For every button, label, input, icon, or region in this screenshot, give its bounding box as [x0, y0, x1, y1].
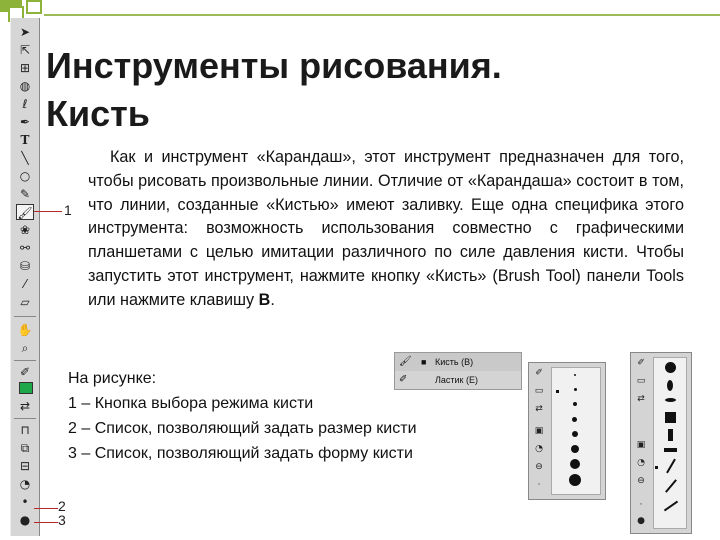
pressure-icon[interactable]: ◔ [535, 444, 543, 454]
square-brush-option[interactable] [665, 412, 676, 423]
oval-tool-icon[interactable]: ○ [19, 169, 31, 183]
selected-marker [655, 466, 658, 469]
page-title [46, 42, 646, 138]
body-text: Как и инструмент «Карандаш», этот инструмент предназначен для того, чтобы рисовать произвольные линии. Отличие от «Карандаша» состоит в том, что линии, созданные «Кистью» имеют заливку. Еще одна специфика этого инструмента: возможность использования совместно с графическими планшетами с целью имитации различного по силе давления кисти. Чтобы запустить этот инструмент, нажмите кнопку «Кисть» (Brush Tool) панели Tools или нажмите клавишу [88, 148, 684, 309]
brush-size-icon[interactable]: ⋅ [639, 500, 643, 510]
stroke-box-icon[interactable]: ▭ [534, 386, 544, 396]
line-tool-icon[interactable]: ╲ [21, 151, 29, 165]
hotkey-text: B [258, 290, 271, 309]
snap-icon[interactable]: ⊓ [20, 423, 30, 437]
hand-tool-icon[interactable]: ✋ [17, 323, 33, 337]
marker-number-2: 2 [58, 498, 66, 514]
snap-icon[interactable]: ▣ [636, 440, 646, 450]
smooth-icon[interactable]: ⧉ [20, 441, 30, 455]
brush-size-panel [528, 362, 606, 500]
brush-size-icon[interactable]: ⋅ [537, 480, 541, 490]
header-rule [44, 14, 720, 16]
brush-mode-icon[interactable]: ✐ [637, 358, 645, 368]
brush-size-option[interactable] [573, 402, 577, 406]
swap-icon[interactable]: ⇄ [535, 404, 543, 414]
eyedropper-tool-icon[interactable]: ⁄ [23, 277, 26, 291]
title-line-1: Инструменты рисования. [46, 45, 502, 86]
marker-line-3 [34, 522, 58, 523]
brush-size-icon[interactable]: • [21, 495, 29, 509]
brush-shape-icon[interactable]: ● [637, 516, 645, 526]
tools-separator [14, 418, 36, 419]
brush-size-option[interactable] [574, 388, 577, 391]
mode-popup-label: Ластик (E) [435, 375, 478, 385]
tilt-icon[interactable]: ⊖ [535, 462, 543, 472]
marker-line-1 [34, 211, 62, 212]
marker-line-2 [34, 508, 58, 509]
brush-size-option[interactable] [574, 374, 576, 376]
caption-item-1: 1 – Кнопка выбора режима кисти [68, 395, 314, 412]
snap-icon[interactable]: ▣ [534, 426, 544, 436]
eraser-tool-icon[interactable]: ▱ [20, 295, 30, 309]
brush-shape-list[interactable] [653, 357, 687, 529]
eraser-icon: ✐ [399, 374, 408, 385]
marker-number-3: 3 [58, 512, 66, 528]
brush-size-option[interactable] [572, 417, 577, 422]
caption-heading: На рисунке: [68, 370, 157, 387]
stroke-box-icon[interactable]: ▭ [636, 376, 646, 386]
text-tool-icon[interactable]: T [20, 133, 30, 147]
subselect-tool-icon[interactable]: ⇱ [19, 43, 31, 57]
pressure-icon[interactable]: ◔ [637, 458, 645, 468]
corner-square-outline-small [26, 0, 42, 14]
tools-separator [14, 316, 36, 317]
paint-bucket-tool-icon[interactable]: ⛁ [19, 259, 31, 273]
selected-marker [556, 390, 559, 393]
lasso-tool-icon[interactable]: ℓ [22, 97, 28, 111]
diagonal-brush-option[interactable] [664, 501, 678, 512]
brush-tool-icon[interactable]: 🖌 [17, 206, 33, 220]
caption-item-2: 2 – Список, позволяющий задать размер кисти [68, 420, 417, 437]
brush-shape-panel [630, 352, 692, 534]
fill-color-swatch[interactable] [19, 382, 33, 394]
bone-tool-icon[interactable]: ⚯ [19, 241, 31, 255]
diagonal-brush-option[interactable] [666, 459, 676, 474]
brush-shape-icon[interactable]: ● [19, 513, 31, 527]
selected-dot-icon: ■ [421, 357, 427, 367]
caption-item-3: 3 – Список, позволяющий задать форму кисти [68, 445, 413, 462]
vertical-rect-brush-option[interactable] [668, 429, 673, 441]
brush-mode-icon[interactable]: ◔ [19, 477, 31, 491]
round-brush-option[interactable] [665, 362, 676, 373]
zoom-tool-icon[interactable]: ⌕ [21, 341, 29, 355]
tall-oval-brush-option[interactable] [667, 380, 673, 391]
deco-tool-icon[interactable]: ❀ [19, 223, 31, 237]
diagonal-brush-option[interactable] [665, 479, 677, 493]
body-paragraph [88, 146, 684, 313]
lock-fill-icon[interactable]: ⊟ [19, 459, 31, 473]
mode-popup-label: Кисть (B) [435, 357, 474, 367]
tools-panel [10, 18, 40, 536]
brush-mode-icon[interactable]: ✐ [535, 368, 543, 378]
mode-popup-item-brush[interactable] [395, 353, 521, 371]
pen-tool-icon[interactable]: ✒ [19, 115, 31, 129]
stroke-color-icon[interactable]: ✐ [19, 365, 31, 379]
fill-transform-tool-icon[interactable]: ◍ [19, 79, 31, 93]
body-end: . [270, 290, 275, 309]
tools-separator [14, 360, 36, 361]
title-line-2: Кисть [46, 93, 150, 134]
brush-mode-popup [394, 352, 522, 390]
swap-icon[interactable]: ⇄ [637, 394, 645, 404]
brush-size-option[interactable] [569, 474, 581, 486]
wide-oval-brush-option[interactable] [665, 398, 676, 402]
mode-popup-item-eraser[interactable] [395, 371, 521, 389]
brush-size-option[interactable] [571, 445, 579, 453]
free-transform-tool-icon[interactable]: ⊞ [19, 61, 31, 75]
brush-icon: 🖌 [399, 356, 412, 367]
brush-size-list[interactable] [551, 367, 601, 495]
arrow-tool-icon[interactable]: ➤ [19, 25, 31, 39]
pencil-tool-icon[interactable]: ✎ [19, 187, 31, 201]
brush-size-option[interactable] [572, 431, 578, 437]
brush-size-option[interactable] [570, 459, 580, 469]
marker-number-1: 1 [64, 202, 72, 218]
horizontal-rect-brush-option[interactable] [664, 448, 677, 452]
tilt-icon[interactable]: ⊖ [637, 476, 645, 486]
swap-colors-icon[interactable]: ⇄ [19, 399, 31, 413]
